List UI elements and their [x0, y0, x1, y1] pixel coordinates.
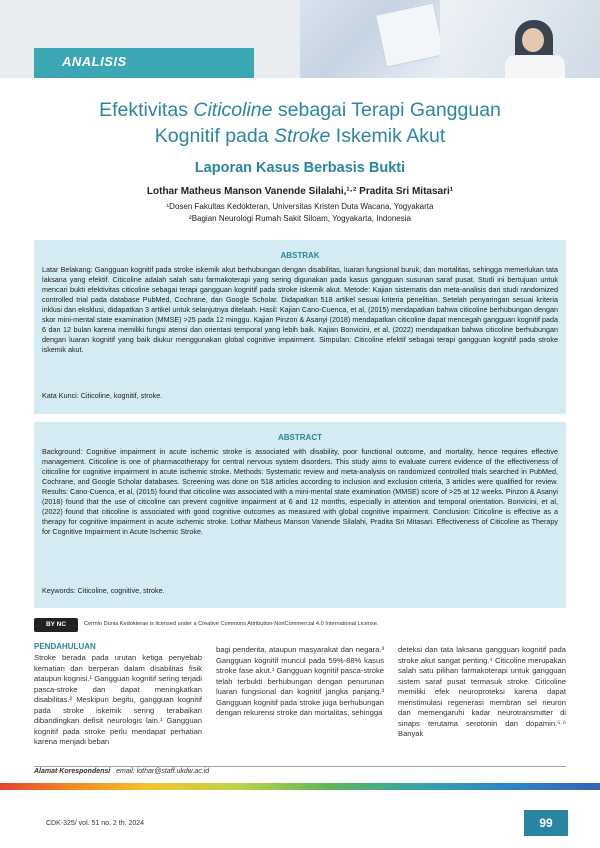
page-number: 99	[524, 810, 568, 836]
abstrak-box	[34, 240, 566, 414]
color-stripe	[0, 783, 600, 790]
article-subtitle: Laporan Kasus Berbasis Bukti	[194, 160, 406, 176]
affiliation-2: ²Bagian Neurologi Rumah Sakit Siloam, Yogyakarta, Indonesia	[189, 214, 411, 223]
correspondence-label: Alamat Korespondensi	[34, 768, 111, 775]
body-column-2	[216, 645, 384, 719]
body-text-1: Stroke berada pada urutan ketiga penyebab kematian dan berperan dalam disabilitas fisik ataupun kognisi.¹ Gangguan kognitif sering terjadi pasca-stroke dan dapat meningkatkan disabilitas.² Meskipun begitu, gangguan kognitif pada stroke iskemik sering terabaikan dibandingkan defisit neurologis lain.¹ Gangguan kognitif pada stroke perlu mendapat perhatian karena menjadi beban	[34, 653, 202, 746]
body-text-2: bagi penderita, ataupun masyarakat dan negara.³ Gangguan kognitif muncul pada 59%-88% kasus stroke fase akut.¹ Gangguan kognitif pasca-stroke telah terbukti berhubungan dengan penurunan luaran fungsional dan kognitif jangka panjang.³ Gangguan kognitif pada stroke juga berhubungan dengan rekurensi stroke dan mortalitas, sehingga	[216, 645, 384, 717]
section-tag-label: ANALISIS	[62, 54, 127, 69]
abstrak-text: Latar Belakang: Gangguan kognitif pada stroke iskemik akut berhubungan dengan disabilitas, luaran fungsional buruk, dan mortalitas, sehingga memerlukan tata laksana yang efektif. Citicoline adalah salah satu farmakoterapi yang sering digunakan pada kasus gangguan susunan saraf pusat. Studi ini bertujuan untuk mencari bukti efektivitas citicoline sebagai terapi gangguan kognitif pada stroke iskemik akut. Metode: Kajian sistematis dan meta-analisis dari studi randomized controlled trial pada database PubMed, Cochrane, dan Google Scholar. Didapatkan 518 artikel sesuai kriteria penelitian. Setelah penyaringan sesuai kriteria inklusi dan eksklusi, didapatkan 3 artikel untuk selanjutnya ditelaah. Hasil: Kajian Cano-Cuenca, et al, (2015) mendapatkan bahwa citicoline berhubungan dengan skor mini-mental state examination (MMSE) >25 pada 12 minggu. Kajian Pinzon & Asanyi (2018) mendapatkan citicoline dapat mencegah gangguan kognitif pada 6 dan 12 bulan karena memiliki fungsi atensi dan orientasi temporal yang lebih baik. Kajian Bonvicini, et al, (2022) mendapatkan bahwa citicoline berhubungan dengan luaran kognitif yang baik diukur menggunakan global cognitive impairment. Simpulan: Citicoline efektif sebagai terapi gangguan kognitif pada stroke iskemik akut.	[42, 265, 558, 354]
license-text: Cermin Dunia Kedokteran is licensed under a Creative Commons Attribution-NonCommercial 4.0 International License.	[84, 621, 379, 627]
doctor-face	[522, 28, 544, 52]
abstrak-heading: ABSTRAK	[280, 251, 320, 260]
body-column-1	[34, 641, 202, 748]
abstrak-keywords: Kata Kunci: Citicoline, kognitif, stroke.	[42, 391, 163, 400]
affiliation-1: ¹Dosen Fakultas Kedokteran, Universitas Kristen Duta Wacana, Yogyakarta	[166, 202, 434, 211]
abstract-box	[34, 422, 566, 608]
authors: Lothar Matheus Manson Vanende Silalahi,¹·² Pradita Sri Mitasari¹	[146, 186, 454, 197]
article-title: Efektivitas Citicoline sebagai Terapi Gangguan Kognitif pada Stroke Iskemik Akut	[99, 99, 501, 147]
body-column-3	[398, 645, 566, 740]
license-line	[34, 618, 566, 632]
correspondence-email[interactable]: email: lothar@staff.ukdw.ac.id	[116, 768, 210, 775]
body-text-3: deteksi dan tata laksana gangguan kognitif pada stroke akut sangat penting.⁴ Citicoline merupakan salah satu pilihan farmakoterapi untuk gangguan sistem saraf pusat termasuk stroke. Citicoline memiliki efek neuroproteksi karena dapat menstimulasi regenerasi membran sel neuron dan memengaruhi kadar neurotransmitter di sinaps terutama serotonin dan dopamin.⁵·⁶ Banyak	[398, 645, 566, 738]
abstract-text: Background: Cognitive impairment in acute ischemic stroke is associated with disability, poor functional outcome, and mortality, hence requires effective management. Citicoline is one of pharmacotherapy for central nervous system disorders. This study aims to evaluate current evidence of the effectiveness of citicoline for cognitive impairment in acute ischemic stroke. Methods: Systematic review and meta-analysis on randomized controlled trials searched in PubMed, Cochrane, and Google Scholar databases. Screening was done on 518 articles according to inclusion and exclusion criteria, 3 articles were qualified for review. Results: Cano-Cuenca, et al, (2015) found that citicoline was associated with a mini-mental state examination (MMSE) score of >25 at 12 weeks. Pinzon & Asanyi (2018) found that the use of citicoline can prevent cognitive impairment at 6 and 12 months, especially in attention and temporal orientation. Bonvicini, et al, (2022) found that citicoline is associated with good cognitive outcomes as measured with global cognitive impairment. Conclusion: Citicoline is effective as a therapy for cognitive impairment in acute ischemic stroke. Lothar Matheus Manson Vanende Silalahi, Pradita Sri Mitasari. Effectiveness of Citicoline as Therapy for Cognitive Impairment in Acute Ischemic Stroke.	[42, 447, 558, 536]
doctor-coat	[505, 55, 565, 78]
section-tag	[34, 48, 254, 78]
page-footer	[0, 800, 600, 848]
correspondence	[34, 768, 334, 775]
creative-commons-icon: BY NC	[34, 618, 78, 632]
abstract-keywords: Keywords: Citicoline, cognitive, stroke.	[42, 586, 165, 595]
abstract-heading: ABSTRACT	[278, 433, 322, 442]
journal-citation: CDK-325/ vol. 51 no. 2 th. 2024	[46, 820, 145, 827]
section-heading-pendahuluan: PENDAHULUAN	[34, 642, 96, 651]
correspondence-divider	[34, 766, 566, 767]
